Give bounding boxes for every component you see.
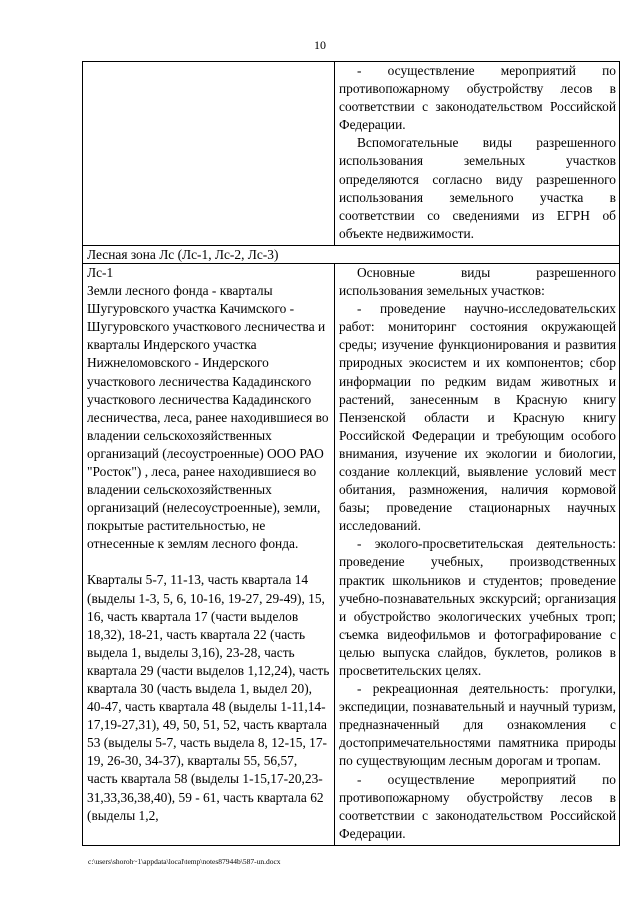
zone-heading: Лесная зона Лс (Лс-1, Лс-2, Лс-3) xyxy=(83,245,620,263)
table-cell-left xyxy=(83,62,335,246)
quarters-list: Кварталы 5-7, 11-13, часть квартала 14 (выделы 1-3, 5, 6, 10-16, 19-27, 29-49), 15, 16, часть квартала 17 (части выделов 18,32), 18-21, часть квартала 22 (часть выдела 1, выделы 3,16), 23-28, часть квартала 29 (части выделов 1,12,24), часть квартала 30 (часть выдела 1, выдел 20), 40-47, часть квартала 48 (выделы 1-11,14-17,19-27,31), 49, 50, 51, 52, часть квартала 53 (выделы 5-7, часть выдела 8, 12-15, 17-19, 26-30, 34-37), кварталы 55, 56,57, часть квартала 58 (выделы 1-15,17-20,23-31,33,36,38,40), 59 - 61, часть квартала 62 (выделы 1,2, xyxy=(87,572,330,823)
paragraph-recreation: - рекреационная деятельность: прогулки, экспедиции, познавательный и научный туризм, предназначенный для ознакомления с достопримечательностями памятника природы по существующим лесным дорогам и тропам. xyxy=(339,681,616,769)
spacer xyxy=(87,553,331,571)
paragraph-main-uses-heading: Основные виды разрешенного использования земельных участков: xyxy=(339,264,616,299)
table-row xyxy=(83,62,620,246)
table-cell-right xyxy=(335,62,620,246)
table-cell-right xyxy=(335,263,620,845)
file-path-footer: c:\users\shoroh~1\appdata\local\temp\notes87944b\587-un.docx xyxy=(88,857,281,866)
table-row xyxy=(83,263,620,845)
paragraph-research: - проведение научно-исследовательских работ: мониторинг состояния окружающей среды; изучение функционирования и развития природных экосистем и их компонентов; сбор информации по редким видам животных и растений, занесенным в Красную книгу Пензенской области и Красную книгу Российской Федерации и требующим особого внимания, изучение их экологии и биологии, создание коллекций, выявление условий мест обитания, размножения, наличия кормовой базы; проведение стационарных научных исследований. xyxy=(339,301,616,534)
paragraph-education: - эколого-просветительская деятельность: проведение учебных, производственных практик школьников и студентов; проведение учебно-познавательных экскурсий; организация и обустройство экологических учебных троп; съемка видеофильмов и фотографирование с целью выпуска слайдов, буклетов, роликов в просветительских целях. xyxy=(339,536,616,678)
paragraph-fire-safety: - осуществление мероприятий по противопожарному обустройству лесов в соответствии с законодательством Российской Федерации. xyxy=(339,63,616,133)
page-number: 10 xyxy=(314,38,326,52)
zone-code: Лс-1 xyxy=(87,264,114,280)
table-cell-left xyxy=(83,263,335,845)
paragraph-fire-safety: - осуществление мероприятий по противопожарному обустройству лесов в соответствии с законодательством Российской Федерации. xyxy=(339,771,616,841)
zone-description: Земли лесного фонда - кварталы Шугуровского участка Качимского - Шугуровского участкового лесничества и кварталы Индерского участка Нижнеломовского - Индерского участкового лесничества Кададинского участкового лесничества Кададинского лесничества, леса, ранее находившиеся во владении сельскохозяйственных организаций (лесоустроенные) ООО РАО "Росток") , леса, ранее находившиеся во владении сельскохозяйственных организаций (нелесоустроенные), земли, покрытые растительностью, не отнесенные к землям лесного фонда. xyxy=(87,283,329,552)
paragraph-auxiliary-uses: Вспомогательные виды разрешенного использования земельных участков определяются согласно виду разрешенного использования земельного участка в соответствии со сведениями из ЕГРН об объекте недвижимости. xyxy=(339,135,616,241)
zoning-table xyxy=(82,61,620,846)
table-row-zone-heading xyxy=(83,245,620,263)
